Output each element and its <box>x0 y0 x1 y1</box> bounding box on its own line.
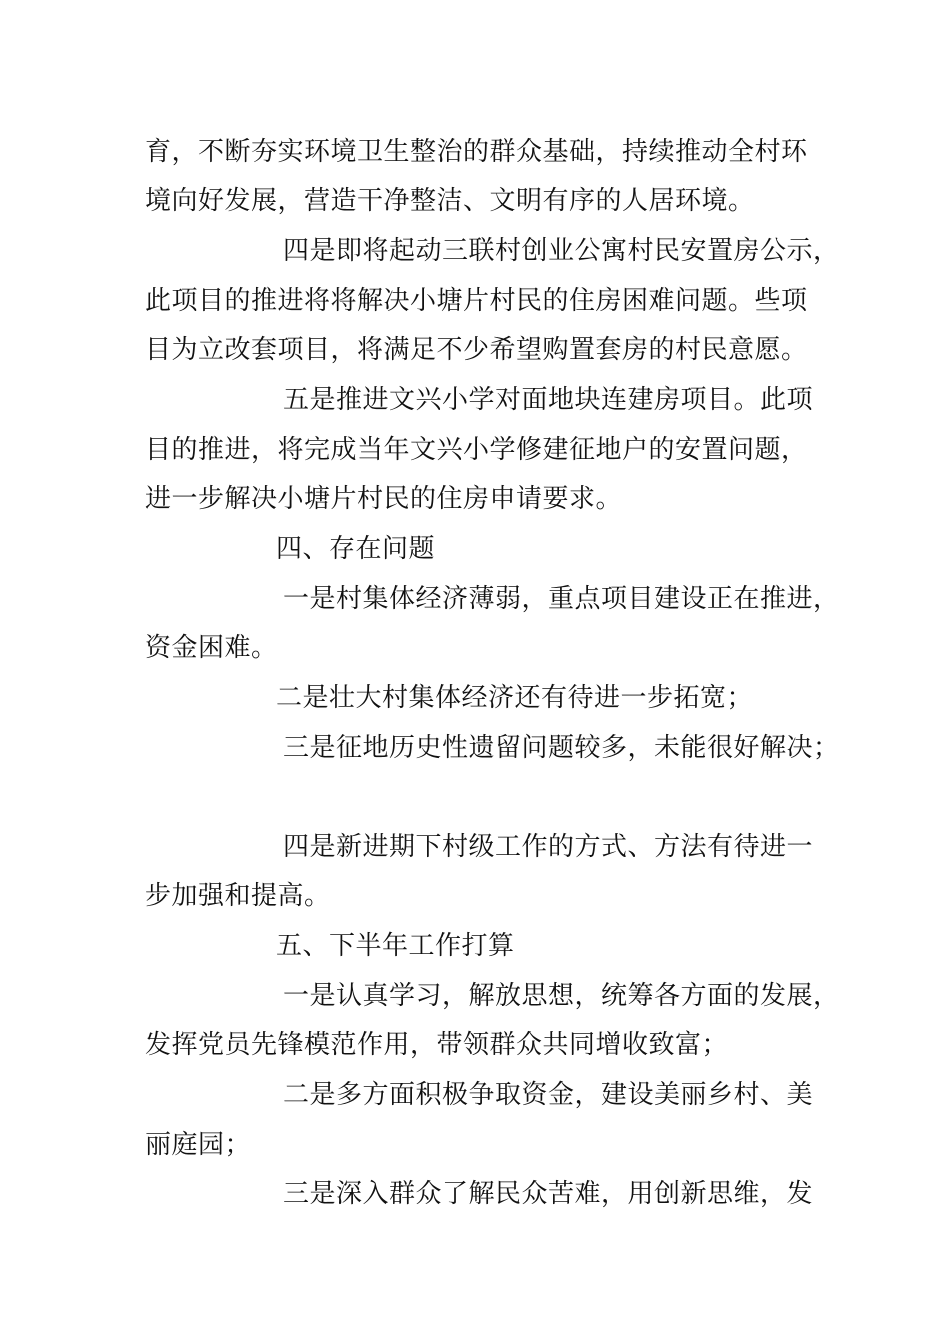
text-line: 目的推进，将完成当年文兴小学修建征地户的安置问题， <box>145 435 808 465</box>
text-line: 资金困难。 <box>145 633 278 663</box>
text-line: 此项目的推进将将解决小塘片村民的住房困难问题。些项 <box>145 286 808 316</box>
problem-item-one: 一是村集体经济薄弱，重点项目建设正在推进， <box>283 584 840 614</box>
paragraph-item-four: 四是即将起动三联村创业公寓村民安置房公示， <box>283 236 840 266</box>
section-heading-problems: 四、存在问题 <box>276 534 436 564</box>
problem-item-two: 二是壮大村集体经济还有待进一步拓宽； <box>276 683 754 713</box>
text-line-continuation: 育，不断夯实环境卫生整治的群众基础，持续推动全村环 <box>145 137 808 167</box>
text-line: 步加强和提高。 <box>145 881 331 911</box>
text-line: 发挥党员先锋模范作用，带领群众共同增收致富； <box>145 1030 729 1060</box>
text-line: 进一步解决小塘片村民的住房申请要求。 <box>145 484 623 514</box>
text-line: 境向好发展，营造干净整洁、文明有序的人居环境。 <box>145 186 755 216</box>
plan-item-three: 三是深入群众了解民众苦难，用创新思维，发 <box>283 1179 814 1209</box>
plan-item-one: 一是认真学习，解放思想，统筹各方面的发展， <box>283 981 840 1011</box>
text-line: 丽庭园； <box>145 1130 252 1160</box>
text-line: 目为立改套项目，将满足不少希望购置套房的村民意愿。 <box>145 335 808 365</box>
plan-item-two: 二是多方面积极争取资金，建设美丽乡村、美 <box>283 1080 814 1110</box>
section-heading-plan: 五、下半年工作打算 <box>276 931 515 961</box>
problem-item-three: 三是征地历史性遗留问题较多，未能很好解决； <box>283 733 840 763</box>
paragraph-item-five: 五是推进文兴小学对面地块连建房项目。此项 <box>283 385 814 415</box>
problem-item-four: 四是新进期下村级工作的方式、方法有待进一 <box>283 832 814 862</box>
